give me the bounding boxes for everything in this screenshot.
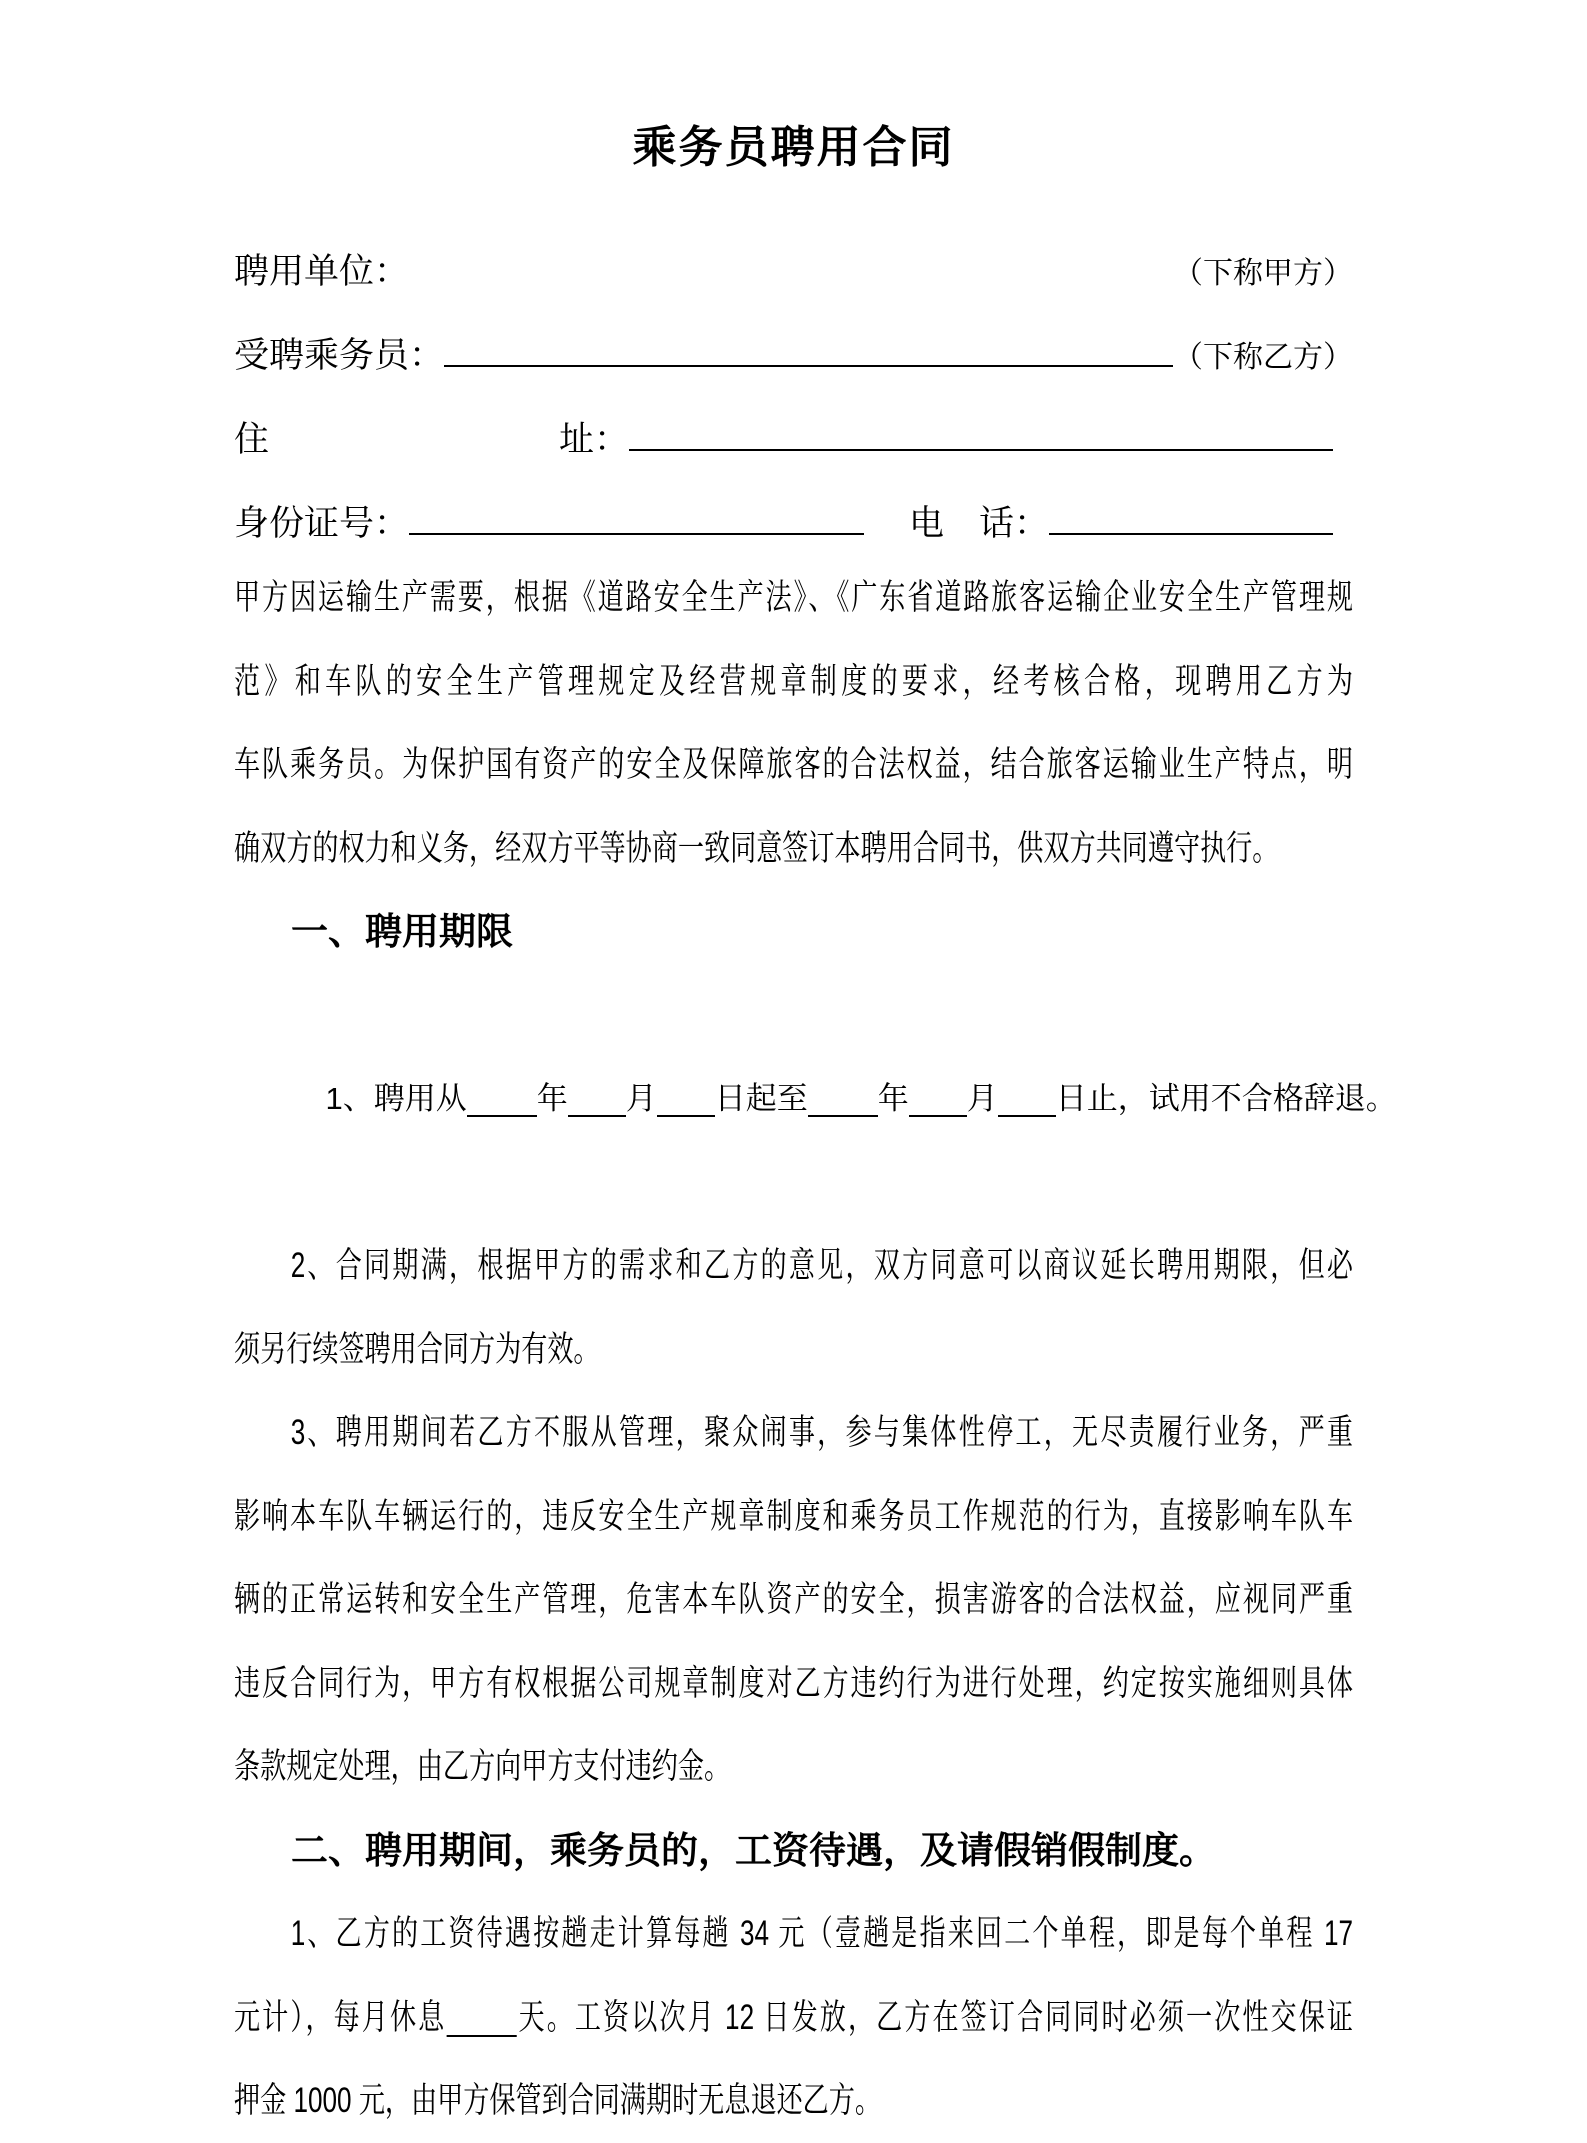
wage-line-1: 1、乙方的工资待遇按趟走计算每趟 34 元（壹趟是指来回二个单程，即是每个单程 17 [290, 1914, 1353, 1953]
clause3-line-1: 3、聘用期间若乙方不服从管理，聚众闹事，参与集体性停工，无尽责履行业务，严重 [290, 1413, 1353, 1452]
term-blank-year2 [808, 1115, 878, 1117]
address-blank-line [629, 449, 1333, 451]
clause3-line-5: 条款规定处理，由乙方向甲方支付违约金。 [234, 1747, 731, 1786]
intro-line-3: 车队乘务员。为保护国有资产的安全及保障旅客的合法权益，结合旅客运输业生产特点，明 [234, 745, 1353, 784]
term-line [234, 974, 1397, 1225]
employer-label: 聘用单位： [234, 252, 410, 291]
term-prefix: 1、聘用从 [325, 1081, 467, 1116]
wage-line-2 [234, 1976, 1353, 2060]
attendant-blank-line [444, 365, 1173, 367]
term-blank-day2 [998, 1115, 1056, 1117]
term-blank-day1 [657, 1115, 715, 1117]
wage-line-2-post: 天。工资以次月 12 日发放，乙方在签订合同同时必须一次性交保证 [516, 1997, 1353, 2037]
wage-line-2-pre: 元计），每月休息 [234, 1997, 447, 2037]
section1-heading: 一、聘用期限 [291, 911, 513, 952]
intro-paragraph [234, 556, 1353, 890]
section2-clauses [234, 1892, 1353, 2143]
intro-line-2: 范》和车队的安全生产管理规定及经营规章制度的要求，经考核合格，现聘用乙方为 [234, 661, 1353, 701]
id-label: 身份证号： [234, 504, 410, 543]
term-month2: 月 [966, 1081, 998, 1116]
clause3-line-4: 违反合同行为，甲方有权根据公司规章制度对乙方违约行为进行处理，约定按实施细则具体 [234, 1663, 1353, 1703]
rest-days-blank [446, 2035, 516, 2037]
phone-blank-line [1049, 533, 1333, 535]
intro-line-1: 甲方因运输生产需要，根据《道路安全生产法》、《广东省道路旅客运输企业安全生产管理规 [234, 578, 1353, 617]
clause2-line-2: 须另行续签聘用合同方为有效。 [234, 1329, 600, 1369]
term-blank-month1 [568, 1115, 626, 1117]
clause3-line-3: 辆的正常运转和安全生产管理，危害本车队资产的安全，损害游客的合法权益，应视同严重 [234, 1580, 1353, 1619]
clause2-line-1: 2、合同期满，根据甲方的需求和乙方的意见，双方同意可以商议延长聘用期限，但必 [290, 1246, 1353, 1285]
field-row-employer [234, 220, 1353, 304]
id-blank-line [409, 533, 864, 535]
term-mid: 日起至 [714, 1081, 808, 1116]
page-title: 乘务员聘用合同 [632, 123, 955, 172]
term-blank-month2 [909, 1115, 967, 1117]
clause3-line-2: 影响本车队车辆运行的，违反安全生产规章制度和乘务员工作规范的行为，直接影响车队车 [234, 1496, 1353, 1536]
term-year2: 年 [877, 1081, 909, 1116]
attendant-note: （下称乙方） [1173, 341, 1353, 374]
field-row-attendant [234, 304, 1353, 388]
section2-heading: 二、聘用期间，乘务员的，工资待遇，及请假销假制度。 [291, 1829, 1216, 1871]
section1-clauses [234, 1224, 1353, 1809]
phone-label: 电 话： [909, 504, 1050, 543]
wage-line-3: 押金 1000 元，由甲方保管到合同满期时无息退还乙方。 [234, 2081, 882, 2120]
attendant-label: 受聘乘务员： [234, 336, 445, 375]
term-suffix: 日止，试用不合格辞退。 [1055, 1081, 1397, 1116]
fill-in-fields [234, 220, 1353, 556]
address-label-b: 址： [559, 420, 630, 459]
employer-note: （下称甲方） [1173, 257, 1353, 290]
term-blank-year1 [467, 1115, 537, 1117]
field-row-address [234, 388, 1353, 472]
address-label-a: 住 [234, 420, 270, 459]
intro-line-4: 确双方的权力和义务，经双方平等协商一致同意签订本聘用合同书，供双方共同遵守执行。 [234, 828, 1279, 868]
term-month1: 月 [625, 1081, 657, 1116]
field-row-id-phone [234, 472, 1353, 556]
term-year1: 年 [536, 1081, 568, 1116]
